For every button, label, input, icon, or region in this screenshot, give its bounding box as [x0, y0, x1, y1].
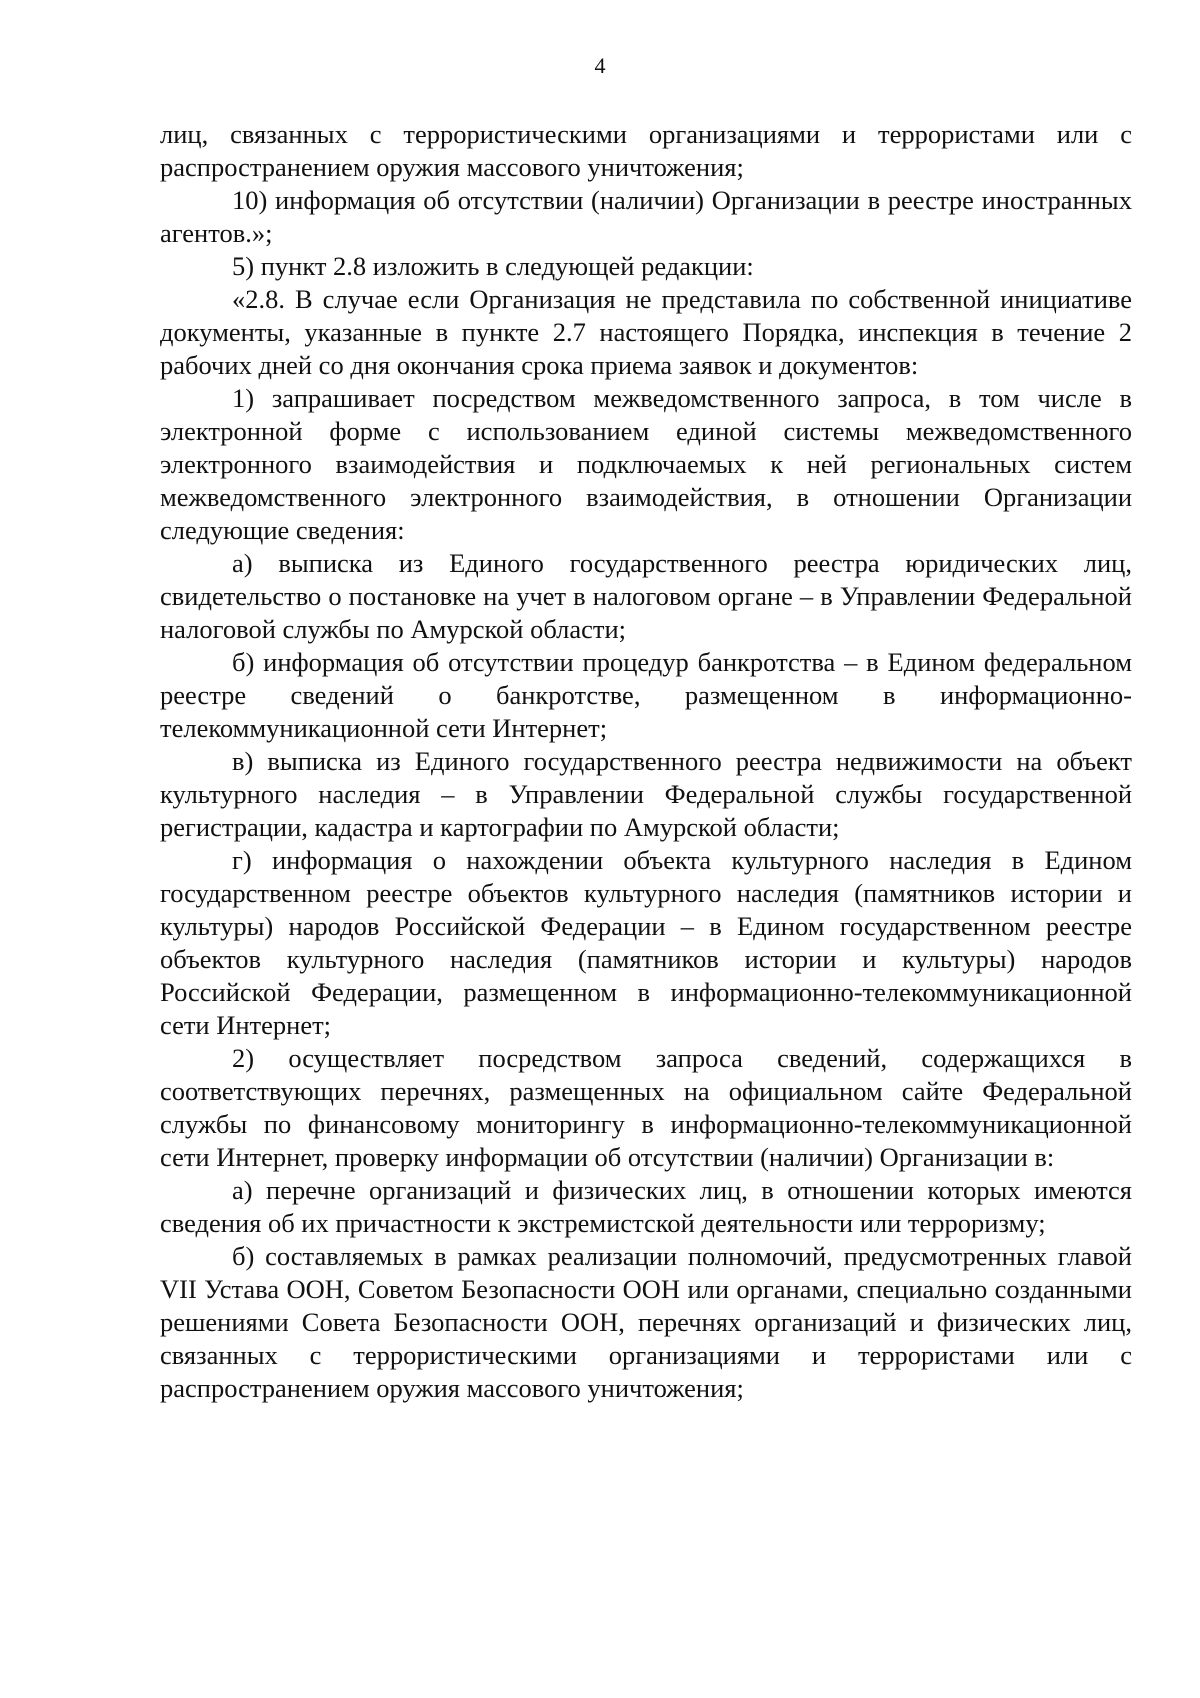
paragraph-continuation: лиц, связанных с террористическими организациями и террористами или с распространением оружия массового уничтожения; [160, 119, 1132, 182]
paragraph-item-1: 1) запрашивает посредством межведомственного запроса, в том числе в электронной форме с использованием единой системы межведомственного электронного взаимодействия и подключаемых к ней региональных систем межведомственного электронного взаимодействия, в отношении Организации следующие сведения: [160, 383, 1132, 545]
paragraph-subitem-v: в) выписка из Единого государственного реестра недвижимости на объект культурного наследия – в Управлении Федеральной службы государственной регистрации, кадастра и картографии по Амурской области; [160, 746, 1132, 842]
paragraph-clause-2-8: «2.8. В случае если Организация не представила по собственной инициативе документы, указанные в пункте 2.7 настоящего Порядка, инспекция в течение 2 рабочих дней со дня окончания срока приема заявок и документов: [160, 284, 1132, 380]
document-body [160, 118, 1132, 1405]
paragraph-item-5: 5) пункт 2.8 изложить в следующей редакции: [232, 251, 754, 281]
paragraph-subitem-b: б) информация об отсутствии процедур банкротства – в Едином федеральном реестре сведений о банкротстве, размещенном в информационно-телекоммуникационной сети Интернет; [160, 647, 1132, 743]
paragraph-subitem-a: а) выписка из Единого государственного реестра юридических лиц, свидетельство о постановке на учет в налоговом органе – в Управлении Федеральной налоговой службы по Амурской области; [160, 548, 1132, 644]
paragraph-subitem-a-2: а) перечне организаций и физических лиц, в отношении которых имеются сведения об их причастности к экстремистской деятельности или терроризму; [160, 1175, 1132, 1238]
paragraph-subitem-b-2: б) составляемых в рамках реализации полномочий, предусмотренных главой VII Устава ООН, Советом Безопасности ООН или органами, специально созданными решениями Совета Безопасности ООН, перечнях организаций и физических лиц, связанных с террористическими организациями и террористами или с распространением оружия массового уничтожения; [160, 1241, 1132, 1403]
paragraph-item-2: 2) осуществляет посредством запроса сведений, содержащихся в соответствующих перечнях, размещенных на официальном сайте Федеральной службы по финансовому мониторингу в информационно-телекоммуникационной сети Интернет, проверку информации об отсутствии (наличии) Организации в: [160, 1043, 1132, 1172]
paragraph-item-10: 10) информация об отсутствии (наличии) Организации в реестре иностранных агентов.»; [160, 185, 1132, 248]
paragraph-subitem-g: г) информация о нахождении объекта культурного наследия в Едином государственном реестре объектов культурного наследия (памятников истории и культуры) народов Российской Федерации – в Едином государственном реестре объектов культурного наследия (памятников истории и культуры) народов Российской Федерации, размещенном в информационно-телекоммуникационной сети Интернет; [160, 845, 1132, 1040]
page-number: 4 [594, 53, 606, 78]
